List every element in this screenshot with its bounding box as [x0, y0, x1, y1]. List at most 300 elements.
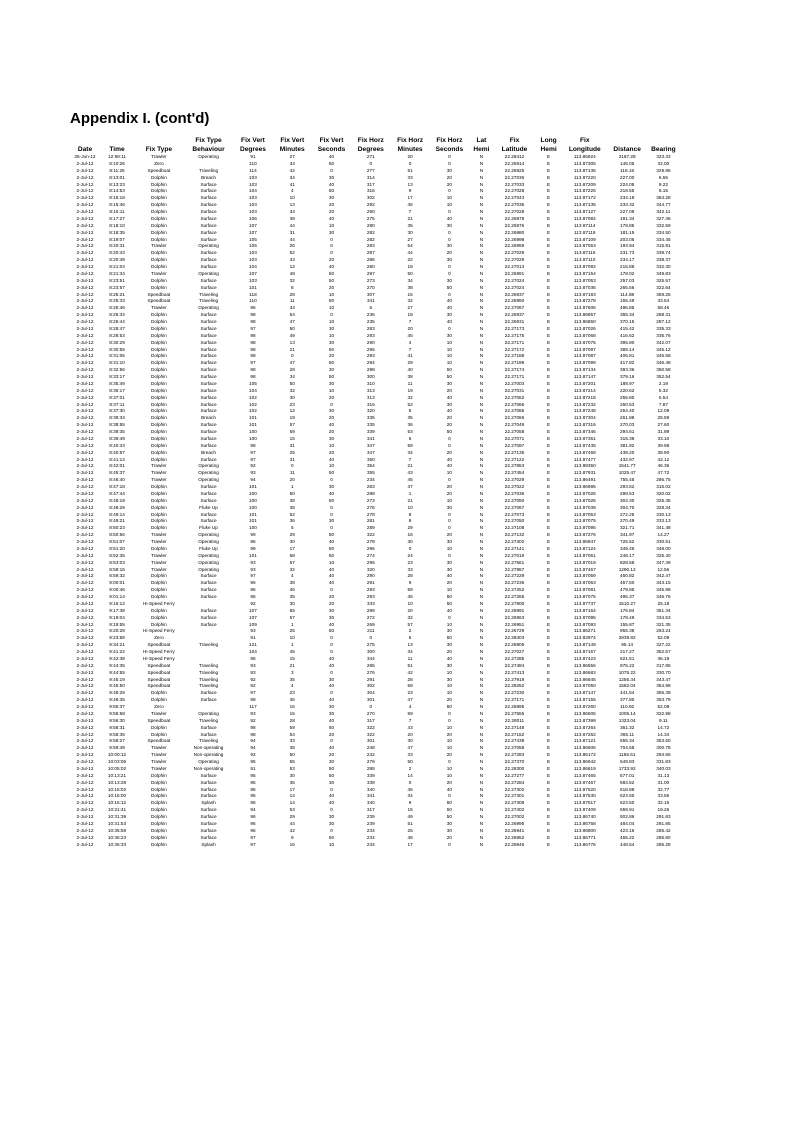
cell-fix-latitude: 22.27484 [504, 662, 525, 668]
cell-fix-type: Dolphin [150, 820, 167, 826]
cell-fix-longitude: 113.86771 [573, 834, 596, 840]
cell-fix-vert-seconds: 50 [328, 765, 335, 771]
cell-time: 8:20:31 [109, 243, 125, 249]
cell-date: 2-Jul-12 [76, 202, 94, 208]
cell-fix-horz-minutes: 13 [407, 642, 413, 648]
cell-fix-horz-minutes: 14 [407, 772, 413, 778]
cell-fix-vert-minutes: 44 [289, 820, 295, 826]
cell-long-hemi: E [547, 257, 551, 263]
cell-fix-horz-degrees: 317 [366, 181, 375, 187]
cell-fix-latitude: 22.26978 [504, 215, 525, 221]
cell-fix-vert-minutes: 47 [289, 319, 295, 324]
cell-fix-vert-seconds: 40 [328, 566, 335, 572]
cell-fix-horz-degrees: 300 [366, 374, 375, 379]
cell-time: 8:15:18 [109, 195, 125, 201]
cell-fix-horz-seconds: 0 [448, 291, 451, 297]
cell-fix-vert-minutes: 44 [289, 222, 295, 228]
cell-lat-hemi: N [479, 662, 484, 668]
cell-fix-vert-minutes: 38 [289, 504, 295, 510]
cell-lat-hemi: N [479, 525, 484, 531]
cell-time: 8:48:19 [109, 497, 125, 503]
cell-bearing: 32.00 [657, 160, 670, 166]
cell-fix-horz-seconds: 0 [448, 525, 451, 531]
cell-fix-horz-minutes: 8 [408, 511, 412, 517]
cell-fix-latitude: 22.27308 [504, 800, 525, 806]
table-row [70, 395, 680, 402]
cell-date: 2-Jul-12 [76, 353, 94, 359]
cell-fix-horz-degrees: 339 [366, 779, 375, 785]
cell-distance: 484.04 [620, 820, 635, 826]
cell-fix-latitude: 22.26991 [504, 270, 525, 276]
cell-fix-vert-seconds: 20 [328, 429, 335, 434]
cell-lat-hemi: N [479, 600, 484, 606]
cell-fix-vert-degrees: 103 [249, 174, 257, 180]
cell-fix-latitude: 22.27024 [504, 284, 525, 290]
cell-distance: 365.11 [620, 731, 635, 737]
cell-fix-horz-degrees: 285 [366, 662, 375, 668]
cell-fix-longitude: 113.86605 [573, 710, 596, 716]
table-row [70, 360, 680, 367]
cell-fix-longitude: 113.87087 [573, 353, 596, 359]
cell-lat-hemi: N [479, 181, 484, 187]
cell-time: 8:11:25 [109, 167, 125, 173]
cell-lat-hemi: N [479, 435, 484, 441]
cell-fix-type: Speedboat [147, 676, 171, 682]
cell-lat-hemi: N [479, 552, 484, 558]
cell-time: 10:31:53 [107, 820, 127, 826]
cell-fix-latitude: 22.27058 [504, 745, 525, 751]
cell-distance: 725.52 [620, 539, 635, 544]
cell-fix-vert-degrees: 95 [250, 655, 256, 661]
table-row [70, 230, 680, 237]
cell-fix-vert-seconds: 30 [328, 367, 335, 373]
cell-fix-vert-seconds: 0 [330, 827, 333, 833]
cell-fix-vert-minutes: 50 [289, 752, 295, 758]
table-row [70, 525, 680, 532]
cell-date: 2-Jul-12 [76, 820, 94, 826]
cell-fix-vert-minutes: 54 [289, 312, 295, 318]
cell-fix-type: Dolphin [150, 545, 167, 551]
cell-lat-hemi: N [479, 800, 484, 806]
cell-fix-vert-degrees: 96 [250, 827, 256, 833]
cell-fix-vert-degrees: 98 [250, 724, 256, 730]
cell-fix-vert-seconds: 40 [328, 793, 335, 799]
cell-lat-hemi: N [479, 305, 484, 311]
cell-fix-vert-seconds: 20 [328, 257, 335, 263]
cell-fix-longitude: 113.87053 [573, 243, 596, 249]
cell-distance: 379.16 [620, 374, 635, 379]
cell-bearing: 27.60 [657, 422, 670, 428]
cell-date: 2-Jul-12 [76, 490, 94, 496]
cell-fix-longitude: 113.87931 [573, 470, 596, 476]
cell-long-hemi: E [547, 229, 551, 235]
cell-bearing: 31.13 [657, 772, 670, 778]
cell-long-hemi: E [547, 332, 551, 338]
cell-lat-hemi: N [479, 690, 484, 696]
cell-fix-horz-degrees: 0 [369, 635, 373, 641]
cell-fix-vert-degrees: 97 [250, 834, 256, 840]
cell-fix-horz-degrees: 286 [366, 257, 375, 263]
cell-fix-type-behaviour: Surface [200, 621, 217, 627]
cell-fix-vert-degrees: 96 [250, 820, 256, 826]
cell-fix-vert-seconds: 40 [328, 800, 335, 806]
cell-time: 8:33:17 [109, 374, 125, 379]
cell-fix-latitude: 22.26931 [504, 319, 525, 324]
cell-lat-hemi: N [479, 490, 484, 496]
cell-fix-type: Hi-Speed Ferry [143, 655, 175, 661]
cell-date: 2-Jul-12 [76, 697, 94, 703]
table-row [70, 690, 680, 697]
cell-fix-horz-minutes: 45 [407, 332, 413, 338]
cell-fix-vert-seconds: 0 [330, 642, 333, 648]
cell-fix-longitude: 113.87520 [573, 786, 596, 792]
cell-fix-horz-seconds: 10 [446, 683, 452, 689]
cell-fix-horz-degrees: 283 [366, 484, 375, 489]
cell-fix-vert-degrees: 103 [249, 257, 257, 263]
cell-time: 8:39:35 [109, 429, 125, 434]
cell-long-hemi: E [547, 566, 551, 572]
cell-fix-latitude: 22.27066 [504, 408, 525, 414]
cell-fix-horz-seconds: 30 [446, 827, 452, 833]
cell-fix-longitude: 113.87423 [573, 655, 596, 661]
cell-fix-horz-minutes: 17 [407, 841, 413, 847]
cell-lat-hemi: N [479, 449, 484, 455]
cell-bearing: 5.32 [658, 387, 668, 393]
cell-fix-horz-minutes: 29 [407, 360, 413, 366]
cell-fix-type: Dolphin [150, 511, 167, 517]
cell-fix-longitude: 113.87409 [573, 807, 596, 813]
cell-fix-longitude: 113.86606 [573, 745, 596, 751]
table-row [70, 264, 680, 271]
cell-fix-horz-degrees: 333 [366, 600, 375, 606]
cell-fix-horz-minutes: 7 [408, 209, 412, 214]
cell-bearing: 345.58 [656, 353, 671, 359]
cell-date: 2-Jul-12 [76, 511, 94, 517]
cell-fix-type-behaviour: Surface [200, 188, 217, 194]
cell-fix-horz-minutes: 51 [407, 820, 413, 826]
cell-fix-latitude: 22.26959 [504, 243, 525, 249]
cell-fix-vert-minutes: 16 [289, 704, 295, 709]
cell-lat-hemi: N [479, 607, 484, 613]
cell-fix-type: Dolphin [150, 257, 167, 263]
cell-distance: 828.58 [620, 559, 635, 565]
fix-data-table [70, 136, 680, 848]
table-row [70, 567, 680, 574]
cell-fix-vert-seconds: 20 [328, 415, 335, 421]
cell-time: 8:37:01 [109, 394, 125, 400]
cell-fix-longitude: 113.87260 [573, 704, 596, 709]
cell-bearing: 12.09 [657, 408, 670, 414]
cell-fix-horz-seconds: 40 [446, 394, 452, 400]
cell-date: 2-Jul-12 [76, 580, 94, 586]
cell-time: 9:58:35 [109, 731, 125, 737]
cell-time: 8:30:29 [109, 339, 125, 345]
cell-fix-horz-minutes: 16 [407, 532, 413, 538]
cell-long-hemi: E [547, 649, 551, 654]
cell-time: 8:20:43 [109, 250, 125, 256]
cell-distance: 155.87 [620, 621, 635, 627]
cell-fix-vert-minutes: 14 [289, 793, 295, 799]
cell-fix-longitude: 113.87050 [573, 683, 596, 689]
cell-date: 2-Jul-12 [76, 786, 94, 792]
cell-fix-vert-seconds: 30 [328, 710, 335, 716]
cell-fix-vert-minutes: 28 [289, 291, 295, 297]
cell-time: 8:52:35 [109, 552, 125, 558]
cell-bearing: 2.19 [658, 380, 668, 386]
cell-lat-hemi: N [479, 415, 484, 421]
cell-fix-horz-minutes: 4 [408, 339, 412, 345]
cell-date: 2-Jul-12 [76, 793, 94, 799]
cell-lat-hemi: N [479, 834, 484, 840]
cell-fix-longitude: 113.87214 [573, 387, 596, 393]
cell-long-hemi: E [547, 573, 551, 579]
cell-fix-type-behaviour: Traveling [198, 291, 219, 297]
cell-fix-horz-seconds: 30 [446, 566, 452, 572]
cell-fix-vert-minutes: 12 [289, 264, 295, 269]
cell-fix-vert-seconds: 0 [330, 669, 333, 675]
cell-fix-type: Dolphin [150, 374, 167, 379]
column-header-distance: Distance [613, 146, 641, 153]
cell-fix-horz-minutes: 50 [407, 759, 413, 764]
cell-distance: 1155.61 [618, 752, 636, 758]
cell-fix-longitude: 113.87164 [573, 607, 596, 613]
cell-fix-type: Dolphin [150, 229, 167, 235]
cell-fix-type: Dolphin [150, 614, 167, 620]
cell-distance: 479.85 [620, 587, 635, 593]
cell-fix-type-behaviour: Surface [200, 401, 217, 407]
cell-bearing: 14.72 [657, 724, 670, 730]
cell-time: 9:20:28 [109, 628, 125, 634]
cell-fix-longitude: 113.87075 [573, 518, 596, 524]
cell-fix-horz-minutes: 7 [408, 319, 412, 324]
cell-fix-vert-minutes: 1 [290, 484, 294, 489]
cell-fix-horz-seconds: 10 [446, 669, 452, 675]
cell-fix-type: Dolphin [150, 779, 167, 785]
cell-fix-horz-minutes: 15 [407, 807, 413, 813]
cell-long-hemi: E [547, 525, 551, 531]
cell-fix-horz-minutes: 51 [407, 662, 413, 668]
table-row [70, 182, 680, 189]
cell-fix-horz-minutes: 34 [407, 277, 413, 283]
cell-fix-horz-seconds: 0 [448, 160, 451, 166]
cell-fix-vert-degrees: 101 [249, 518, 257, 524]
cell-long-hemi: E [547, 236, 551, 242]
cell-lat-hemi: N [479, 408, 484, 414]
cell-long-hemi: E [547, 738, 551, 744]
table-row [70, 305, 680, 312]
cell-date: 2-Jul-12 [76, 539, 94, 544]
cell-fix-vert-degrees: 96 [250, 305, 256, 311]
cell-date: 2-Jul-12 [76, 332, 94, 338]
cell-date: 2-Jul-12 [76, 621, 94, 627]
cell-fix-vert-seconds: 0 [330, 167, 333, 173]
cell-fix-horz-degrees: 275 [366, 215, 375, 221]
cell-date: 2-Jul-12 [76, 552, 94, 558]
cell-long-hemi: E [547, 449, 551, 455]
cell-lat-hemi: N [479, 401, 484, 407]
cell-time: 8:36:17 [109, 387, 125, 393]
cell-distance: 1733.92 [618, 765, 636, 771]
cell-fix-vert-minutes: 31 [289, 456, 295, 462]
cell-fix-horz-minutes: 54 [407, 243, 413, 249]
cell-fix-horz-seconds: 30 [446, 257, 452, 263]
cell-fix-type-behaviour [184, 161, 234, 168]
table-row [70, 546, 680, 553]
cell-long-hemi: E [547, 697, 551, 703]
cell-fix-vert-minutes: 57 [289, 614, 295, 620]
cell-fix-vert-minutes: 42 [289, 167, 295, 173]
cell-date: 2-Jul-12 [76, 305, 94, 311]
cell-time: 9:00:01 [109, 580, 125, 586]
cell-fix-type-behaviour: Surface [200, 594, 217, 599]
cell-fix-vert-minutes: 42 [289, 827, 295, 833]
cell-distance: 321.71 [620, 525, 635, 531]
cell-distance: 416.62 [620, 332, 635, 338]
cell-fix-type: Dolphin [150, 346, 167, 352]
cell-fix-type-behaviour: Operating [198, 559, 219, 565]
cell-time: 8:31:06 [109, 353, 125, 359]
cell-fix-vert-minutes: 32 [289, 387, 295, 393]
cell-fix-vert-minutes: 32 [289, 277, 295, 283]
cell-date: 2-Jul-12 [76, 435, 94, 441]
cell-date: 2-Jul-12 [76, 374, 94, 379]
cell-bearing: 286.75 [656, 477, 671, 483]
cell-fix-horz-degrees: 234 [366, 477, 375, 483]
cell-fix-latitude: 22.27171 [504, 697, 525, 703]
cell-fix-horz-seconds: 20 [446, 387, 452, 393]
cell-date: 2-Jul-12 [76, 745, 94, 751]
cell-fix-type-behaviour: Surface [200, 353, 217, 359]
cell-fix-type-behaviour: Surface [200, 772, 217, 778]
table-row [70, 168, 680, 175]
cell-distance: 265.56 [620, 284, 635, 290]
cell-bearing: 353.50 [656, 738, 671, 744]
cell-fix-vert-minutes: 59 [289, 724, 295, 730]
cell-fix-type: Dolphin [150, 621, 167, 627]
cell-time: 9:55:58 [109, 710, 125, 716]
cell-lat-hemi: N [479, 429, 484, 434]
table-row [70, 780, 680, 787]
cell-fix-latitude: 22.27957 [504, 566, 525, 572]
cell-fix-type-behaviour: Operating [198, 154, 219, 159]
cell-fix-vert-degrees: 98 [250, 374, 256, 379]
cell-fix-latitude: 22.27067 [504, 305, 525, 311]
cell-date: 2-Jul-12 [76, 484, 94, 489]
cell-distance: 304.70 [620, 504, 635, 510]
cell-fix-latitude: 22.27285 [504, 655, 525, 661]
cell-fix-vert-degrees: 98 [250, 731, 256, 737]
cell-lat-hemi: N [479, 360, 484, 366]
cell-date: 2-Jul-12 [76, 683, 94, 689]
cell-time: 8:49:21 [109, 518, 125, 524]
cell-bearing: 354.98 [656, 683, 671, 689]
cell-date: 2-Jul-12 [76, 814, 94, 819]
cell-lat-hemi: N [479, 539, 484, 544]
table-row [70, 202, 680, 209]
cell-fix-vert-degrees: 93 [250, 559, 256, 565]
column-header-time: Time [109, 146, 125, 153]
cell-fix-vert-seconds: 40 [328, 539, 335, 544]
cell-lat-hemi: N [479, 215, 484, 221]
table-row [70, 622, 680, 629]
cell-time: 10:05:02 [107, 765, 127, 771]
cell-lat-hemi: N [479, 594, 484, 599]
cell-date: 2-Jul-12 [76, 600, 94, 606]
cell-time: 8:18:35 [109, 229, 125, 235]
cell-fix-latitude: 22.27049 [504, 422, 525, 428]
cell-date: 2-Jul-12 [76, 731, 94, 737]
cell-fix-horz-degrees: 282 [366, 229, 375, 235]
cell-long-hemi: E [547, 429, 551, 434]
cell-fix-type-behaviour: Operating [198, 463, 219, 469]
cell-fix-type-behaviour: Surface [200, 580, 217, 586]
table-row [70, 195, 680, 202]
cell-fix-latitude: 22.27853 [504, 463, 525, 469]
cell-fix-horz-minutes: 37 [407, 484, 413, 489]
cell-time: 9:00:46 [109, 587, 125, 593]
cell-fix-vert-degrees: 95 [250, 594, 256, 599]
table-row [70, 436, 680, 443]
cell-fix-type: Trawler [151, 539, 167, 544]
cell-fix-longitude: 113.86847 [573, 539, 596, 544]
cell-fix-horz-minutes: 7 [408, 456, 412, 462]
cell-fix-latitude: 22.27900 [504, 600, 525, 606]
cell-fix-vert-degrees: 100 [249, 497, 257, 503]
cell-fix-vert-minutes: 15 [289, 435, 295, 441]
cell-fix-vert-degrees: 98 [250, 312, 256, 318]
table-row [70, 161, 680, 168]
cell-lat-hemi: N [479, 752, 484, 758]
cell-long-hemi: E [547, 834, 551, 840]
cell-fix-vert-minutes: 35 [289, 594, 295, 599]
cell-bearing: 345.98 [656, 587, 671, 593]
cell-fix-horz-degrees: 239 [366, 814, 375, 819]
table-row [70, 402, 680, 409]
cell-fix-horz-seconds: 0 [448, 209, 451, 214]
cell-date: 2-Jul-12 [76, 167, 94, 173]
cell-time: 8:50:56 [109, 532, 125, 538]
cell-fix-vert-degrees: 97 [250, 573, 256, 579]
cell-fix-latitude: 22.27302 [504, 786, 525, 792]
cell-fix-latitude: 22.28300 [504, 765, 525, 771]
cell-fix-type: Hi-Speed Ferry [143, 649, 175, 654]
cell-fix-vert-degrees: 104 [249, 188, 257, 194]
cell-long-hemi: E [547, 717, 551, 723]
cell-long-hemi: E [547, 662, 551, 668]
cell-lat-hemi: N [479, 229, 484, 235]
cell-fix-type-behaviour: Surface [200, 346, 217, 352]
table-row [70, 422, 680, 429]
cell-bearing: 9.11 [659, 717, 668, 723]
cell-fix-longitude: 113.87304 [573, 415, 596, 421]
cell-fix-longitude: 113.86683 [573, 669, 596, 675]
cell-fix-vert-degrees: 94 [250, 477, 256, 483]
cell-fix-vert-degrees: 103 [249, 181, 257, 187]
cell-fix-vert-seconds: 10 [328, 319, 335, 324]
cell-fix-horz-seconds: 20 [446, 484, 452, 489]
cell-time: 10:15:02 [107, 786, 127, 792]
cell-date: 2-Jul-12 [76, 449, 94, 455]
cell-fix-vert-seconds: 40 [328, 745, 335, 751]
cell-lat-hemi: N [479, 497, 484, 503]
cell-date: 2-Jul-12 [76, 690, 94, 696]
cell-long-hemi: E [547, 731, 551, 737]
cell-fix-vert-minutes: 19 [289, 415, 295, 421]
cell-fix-vert-seconds: 10 [328, 841, 335, 847]
cell-lat-hemi: N [479, 174, 484, 180]
cell-lat-hemi: N [479, 332, 484, 338]
cell-fix-horz-seconds: 40 [446, 463, 452, 469]
